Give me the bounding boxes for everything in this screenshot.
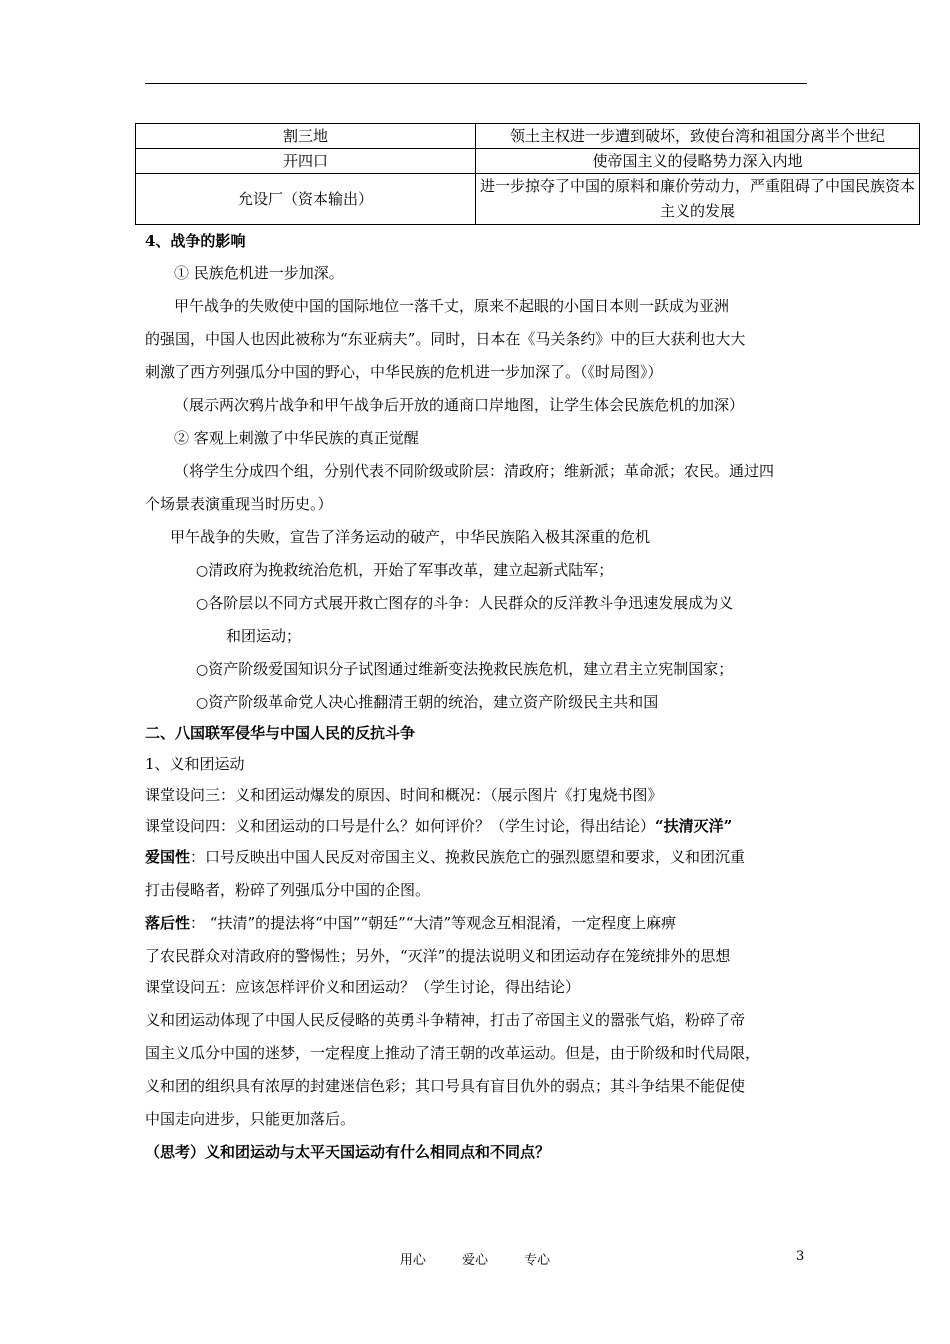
list-item-text: 和团运动； [226, 627, 302, 645]
footer-motto: 爱心 [461, 1253, 488, 1268]
list-item-text: 各阶层以不同方式展开救亡图存的斗争：人民群众的反洋教斗争迅速发展成为义 [208, 594, 734, 612]
paragraph [145, 847, 745, 867]
paragraph: 国主义瓜分中国的迷梦，一定程度上推动了清王朝的改革运动。但是，由于阶级和时代局限， [145, 1044, 761, 1062]
table-row [136, 124, 920, 149]
paragraph-text: ：口号反映出中国人民反对帝国主义、挽救民族危亡的强烈愿望和要求，义和团沉重 [190, 848, 746, 866]
paragraph: 义和团运动体现了中国人民反侵略的英勇斗争精神，打击了帝国主义的嚣张气焰，粉碎了帝 [145, 1011, 746, 1029]
bullet-ring-icon: ○ [196, 563, 209, 579]
paragraph: 个场景表演重现当时历史。） [145, 495, 333, 513]
bullet-ring-icon: ○ [196, 596, 209, 612]
list-item [196, 692, 658, 713]
bullet-ring-icon: ○ [196, 695, 209, 711]
paragraph: 甲午战争的失败，宣告了洋务运动的破产，中华民族陷入极其深重的危机 [170, 528, 651, 546]
question [145, 816, 732, 836]
table-cell: 开四口 [136, 149, 476, 174]
term-label: 爱国性 [145, 848, 191, 866]
paragraph [145, 913, 676, 933]
footer-mottos [0, 1249, 950, 1268]
paragraph: 打击侵略者，粉碎了列强瓜分中国的企图。 [145, 881, 431, 899]
list-item-text: 资产阶级爱国知识分子试图通过维新变法挽救民族危机，建立君主立宪制国家； [208, 660, 734, 678]
paragraph: （将学生分成四个组，分别代表不同阶级或阶层：清政府；维新派；革命派；农民。通过四 [174, 462, 775, 480]
chapter-heading: 二、八国联军侵华与中国人民的反抗斗争 [145, 724, 416, 742]
paragraph: 中国走向进步，只能更加落后。 [145, 1110, 356, 1128]
term-label: 落后性 [145, 914, 191, 932]
paragraph: （展示两次鸦片战争和甲午战争后开放的通商口岸地图，让学生体会民族危机的加深） [174, 396, 745, 414]
paragraph: ② 客观上刺激了中华民族的真正觉醒 [174, 429, 419, 447]
header-rule [145, 83, 807, 84]
paragraph: 甲午战争的失败使中国的国际地位一落千丈，原来不起眼的小国日本则一跃成为亚洲 [174, 297, 730, 315]
question: 课堂设问五：应该怎样评价义和团运动？（学生讨论，得出结论） [145, 978, 581, 996]
think-question: （思考）义和团运动与太平天国运动有什么相同点和不同点？ [145, 1143, 551, 1161]
table-cell: 领土主权进一步遭到破坏，致使台湾和祖国分离半个世纪 [476, 124, 920, 149]
table-cell: 进一步掠夺了中国的原料和廉价劳动力，严重阻碍了中国民族资本主义的发展 [476, 174, 920, 225]
paragraph: ① 民族危机进一步加深。 [174, 264, 344, 282]
question: 课堂设问三：义和团运动爆发的原因、时间和概况：（展示图片《打鬼烧书图》 [145, 786, 663, 804]
table-cell: 允设厂（资本输出） [136, 174, 476, 225]
table-cell: 割三地 [136, 124, 476, 149]
paragraph: 刺激了西方列强瓜分中国的野心，中华民族的危机进一步加深了。（《时局图》） [145, 363, 663, 381]
footer-motto: 用心 [399, 1253, 426, 1268]
list-item [196, 560, 613, 581]
table-row [136, 149, 920, 174]
treaty-impact-table [135, 123, 920, 225]
question-text: 课堂设问四：义和团运动的口号是什么？如何评价？（学生讨论，得出结论） [145, 817, 656, 835]
footer-motto: 专心 [524, 1253, 551, 1268]
list-item [196, 659, 733, 680]
list-item-text: 资产阶级革命党人决心推翻清王朝的统治，建立资产阶级民主共和国 [208, 693, 659, 711]
paragraph: 义和团的组织具有浓厚的封建迷信色彩；其口号具有盲目仇外的弱点；其斗争结果不能促使 [145, 1077, 746, 1095]
bullet-ring-icon: ○ [196, 662, 209, 678]
list-item [196, 593, 733, 614]
paragraph: 了农民群众对清政府的警惕性；另外，“灭洋”的提法说明义和团运动存在笼统排外的思想 [145, 947, 731, 965]
page-number: 3 [796, 1249, 805, 1264]
paragraph-text: ： “扶清”的提法将“中国”“朝廷”“大清”等观念互相混淆，一定程度上麻痹 [190, 914, 677, 932]
list-item-text: 清政府为挽救统治危机，开始了军事改革，建立起新式陆军； [208, 561, 614, 579]
table-cell: 使帝国主义的侵略势力深入内地 [476, 149, 920, 174]
slogan: “扶清灭洋” [655, 817, 733, 835]
paragraph: 的强国，中国人也因此被称为“东亚病夫”。同时，日本在《马关条约》中的巨大获利也大大 [145, 330, 746, 348]
section-heading: 4、战争的影响 [145, 232, 246, 250]
table-row [136, 174, 920, 225]
subsection-heading: 1、义和团运动 [145, 755, 245, 773]
